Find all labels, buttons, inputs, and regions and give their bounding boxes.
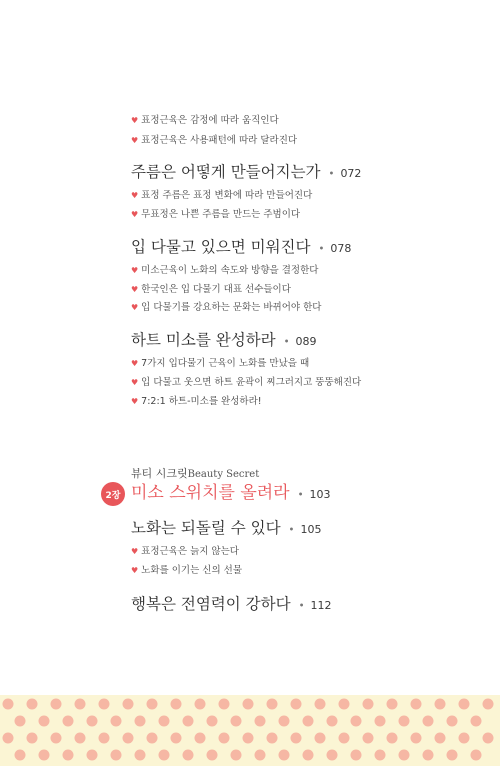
polka-dot bbox=[15, 750, 26, 761]
toc-heading: 하트 미소를 완성하라 • 089 bbox=[131, 331, 317, 349]
polka-dot bbox=[375, 750, 386, 761]
polka-dot bbox=[171, 733, 182, 744]
polka-dot bbox=[39, 750, 50, 761]
toc-heading: 행복은 전염력이 강하다 • 112 bbox=[131, 595, 332, 613]
dot-separator: • bbox=[318, 244, 325, 255]
polka-dot bbox=[195, 699, 206, 710]
polka-dot bbox=[111, 750, 122, 761]
polka-dot bbox=[159, 716, 170, 727]
dot-separator: • bbox=[283, 337, 290, 348]
polka-dot bbox=[339, 699, 350, 710]
polka-dot bbox=[399, 716, 410, 727]
heart-icon: ♥ bbox=[131, 266, 139, 275]
polka-dot bbox=[303, 750, 314, 761]
polka-dot bbox=[471, 750, 482, 761]
polka-dot bbox=[27, 699, 38, 710]
polka-dot bbox=[267, 699, 278, 710]
polka-dot bbox=[291, 733, 302, 744]
polka-dot bbox=[387, 699, 398, 710]
heart-icon: ♥ bbox=[131, 136, 139, 145]
toc-heading: 주름은 어떻게 만들어지는가 • 072 bbox=[131, 163, 362, 181]
polka-dot-band bbox=[0, 695, 500, 766]
polka-dot bbox=[315, 699, 326, 710]
polka-dot bbox=[483, 699, 494, 710]
toc-heading: 노화는 되돌릴 수 있다 • 105 bbox=[131, 519, 322, 537]
polka-dot bbox=[39, 716, 50, 727]
chapter-title: 미소 스위치를 올려라 • 103 bbox=[131, 483, 331, 503]
toc-item: ♥ 무표정은 나쁜 주름을 만드는 주범이다 bbox=[131, 209, 301, 220]
polka-dot bbox=[327, 716, 338, 727]
polka-dot bbox=[291, 699, 302, 710]
polka-dot bbox=[147, 733, 158, 744]
polka-dot bbox=[111, 716, 122, 727]
polka-dot bbox=[315, 733, 326, 744]
polka-dot bbox=[435, 699, 446, 710]
polka-dot bbox=[459, 733, 470, 744]
heart-icon: ♥ bbox=[131, 285, 139, 294]
polka-dot bbox=[231, 716, 242, 727]
toc-item: ♥ 한국인은 입 다물기 대표 선수들이다 bbox=[131, 284, 291, 295]
polka-dot bbox=[279, 716, 290, 727]
polka-dot bbox=[123, 699, 134, 710]
polka-dot bbox=[27, 733, 38, 744]
heart-icon: ♥ bbox=[131, 378, 139, 387]
polka-dot bbox=[447, 716, 458, 727]
polka-dot bbox=[435, 733, 446, 744]
toc-item: ♥ 표정근육은 늙지 않는다 bbox=[131, 546, 239, 557]
dot-separator: • bbox=[328, 169, 335, 180]
heart-icon: ♥ bbox=[131, 547, 139, 556]
toc-item: ♥ 7:2:1 하트-미소를 완성하라! bbox=[131, 396, 262, 407]
dot-separator: • bbox=[297, 490, 304, 501]
polka-dot bbox=[99, 733, 110, 744]
page-number: 112 bbox=[310, 599, 332, 612]
toc-item: ♥ 입 다물기를 강요하는 문화는 바뀌어야 한다 bbox=[131, 302, 322, 313]
polka-dot bbox=[243, 733, 254, 744]
polka-dot bbox=[279, 750, 290, 761]
polka-dot bbox=[171, 699, 182, 710]
toc-item: ♥ 표정근육은 사용패턴에 따라 달라진다 bbox=[131, 135, 298, 146]
toc-item: ♥ 노화를 이기는 신의 선물 bbox=[131, 565, 243, 576]
polka-dot bbox=[51, 699, 62, 710]
polka-dot bbox=[471, 716, 482, 727]
polka-dot bbox=[423, 750, 434, 761]
heart-icon: ♥ bbox=[131, 303, 139, 312]
polka-dot bbox=[183, 716, 194, 727]
polka-dot bbox=[3, 733, 14, 744]
heart-icon: ♥ bbox=[131, 210, 139, 219]
polka-dot bbox=[411, 733, 422, 744]
polka-dot bbox=[351, 750, 362, 761]
dot-separator: • bbox=[298, 601, 305, 612]
polka-dot bbox=[135, 716, 146, 727]
polka-dot bbox=[399, 750, 410, 761]
polka-dot bbox=[363, 699, 374, 710]
polka-dot bbox=[147, 699, 158, 710]
page-number: 105 bbox=[300, 523, 322, 536]
toc-item: ♥ 입 다물고 웃으면 하트 윤곽이 찌그러지고 뚱뚱해진다 bbox=[131, 377, 362, 388]
polka-dot bbox=[231, 750, 242, 761]
polka-dot bbox=[15, 716, 26, 727]
polka-dot bbox=[255, 716, 266, 727]
polka-dot bbox=[75, 733, 86, 744]
heart-icon: ♥ bbox=[131, 566, 139, 575]
polka-dot bbox=[243, 699, 254, 710]
polka-dot bbox=[483, 733, 494, 744]
polka-dot bbox=[87, 750, 98, 761]
polka-dot bbox=[423, 716, 434, 727]
polka-dot bbox=[135, 750, 146, 761]
polka-dot bbox=[339, 733, 350, 744]
dot-separator: • bbox=[288, 525, 295, 536]
toc-item: ♥ 표정근육은 감정에 따라 움직인다 bbox=[131, 115, 279, 126]
polka-dot bbox=[219, 733, 230, 744]
polka-dot bbox=[303, 716, 314, 727]
heart-icon: ♥ bbox=[131, 359, 139, 368]
polka-dot bbox=[63, 750, 74, 761]
polka-dot bbox=[375, 716, 386, 727]
heart-icon: ♥ bbox=[131, 397, 139, 406]
toc-item: ♥ 미소근육이 노화의 속도와 방향을 결정한다 bbox=[131, 265, 319, 276]
heart-icon: ♥ bbox=[131, 191, 139, 200]
chapter-badge: 2장 bbox=[101, 482, 125, 506]
polka-dot bbox=[459, 699, 470, 710]
polka-dot bbox=[363, 733, 374, 744]
page-number: 072 bbox=[340, 167, 362, 180]
polka-dot bbox=[207, 750, 218, 761]
polka-dot bbox=[99, 699, 110, 710]
toc-item: ♥ 표정 주름은 표정 변화에 따라 만들어진다 bbox=[131, 190, 313, 201]
polka-dot bbox=[75, 699, 86, 710]
page-number: 089 bbox=[295, 335, 317, 348]
heart-icon: ♥ bbox=[131, 116, 139, 125]
polka-dot bbox=[267, 733, 278, 744]
polka-dot bbox=[447, 750, 458, 761]
polka-dot bbox=[327, 750, 338, 761]
polka-dot bbox=[87, 716, 98, 727]
polka-dot bbox=[183, 750, 194, 761]
page-number: 078 bbox=[330, 242, 352, 255]
toc-heading: 입 다물고 있으면 미워진다 • 078 bbox=[131, 238, 352, 256]
polka-dot bbox=[351, 716, 362, 727]
polka-dot bbox=[219, 699, 230, 710]
toc-item: ♥ 7가지 입다물기 근육이 노화를 만났을 때 bbox=[131, 358, 310, 369]
polka-dot bbox=[411, 699, 422, 710]
polka-dot bbox=[123, 733, 134, 744]
chapter-subtitle: 뷰티 시크릿Beauty Secret bbox=[131, 467, 260, 480]
polka-dot bbox=[51, 733, 62, 744]
polka-dot bbox=[63, 716, 74, 727]
page-number: 103 bbox=[309, 488, 331, 501]
polka-dot bbox=[255, 750, 266, 761]
polka-dot bbox=[3, 699, 14, 710]
polka-dot bbox=[387, 733, 398, 744]
polka-dot bbox=[207, 716, 218, 727]
polka-dot bbox=[195, 733, 206, 744]
polka-dot bbox=[159, 750, 170, 761]
